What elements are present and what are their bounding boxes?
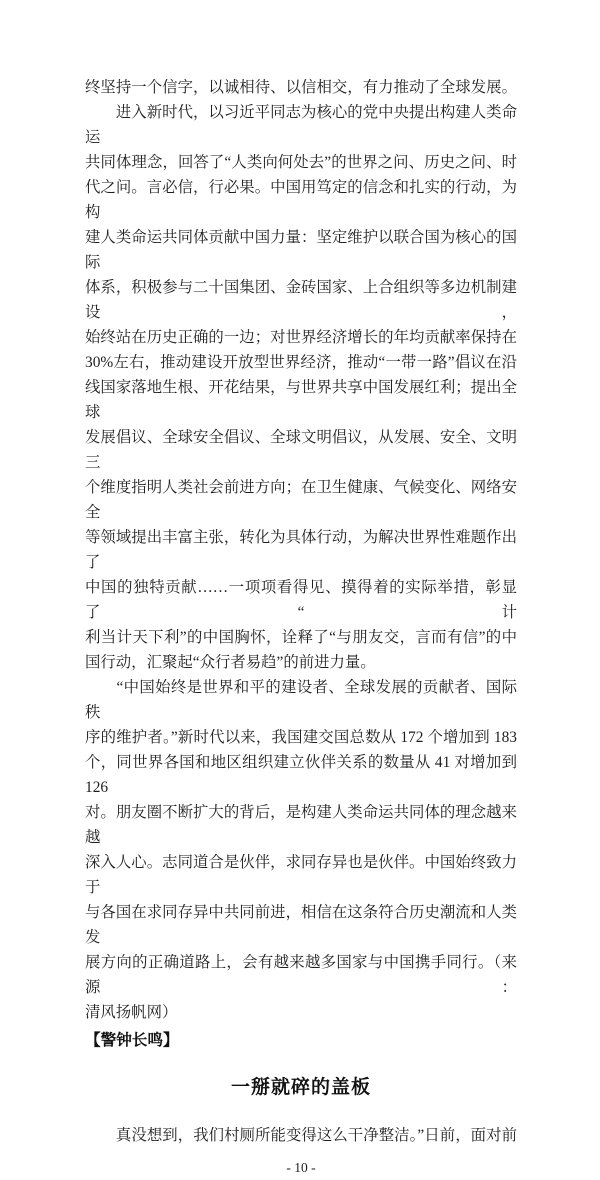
- text-line: 终坚持一个信字，以诚相待、以信相交，有力推动了全球发展。: [85, 79, 517, 96]
- text-line: 发展倡议、全球安全倡议、全球文明倡议，从发展、安全、文明三: [85, 429, 517, 471]
- text-line: 深入人心。志同道合是伙伴，求同存异也是伙伴。中国始终致力于: [85, 854, 517, 896]
- text-line: 清风扬帆网）: [85, 1004, 178, 1021]
- text-line: 真没想到，我们村厕所能变得这么干净整洁。”日前，面对前: [85, 1127, 517, 1144]
- text-line: 国行动，汇聚起“众行者易趋”的前进力量。: [85, 654, 376, 671]
- text-line: 共同体理念，回答了“人类向何处去”的世界之问、历史之问、时: [85, 154, 517, 171]
- article-title: 一掰就碎的盖板: [230, 1077, 371, 1098]
- text-line: 等领域提出丰富主张，转化为具体行动，为解决世界性难题作出了: [85, 529, 517, 571]
- text-line: 个维度指明人类社会前进方向；在卫生健康、气候变化、网络安全: [85, 479, 517, 521]
- document-content: [85, 75, 517, 1148]
- paragraph: [85, 675, 517, 1025]
- text-line: “中国始终是世界和平的建设者、全球发展的贡献者、国际秩: [85, 679, 517, 721]
- text-line: 中国的独特贡献……一项项看得见、摸得着的实际举措，彰显了“计: [85, 579, 517, 621]
- paragraph: [85, 75, 517, 100]
- section-header: 【警钟长鸣】: [85, 1032, 179, 1049]
- text-line: 利当计天下利”的中国胸怀，诠释了“与朋友交，言而有信”的中: [85, 629, 517, 646]
- text-line: 30%左右，推动建设开放型世界经济，推动“一带一路”倡议在沿: [85, 354, 517, 371]
- text-line: 序的维护者。”新时代以来，我国建交国总数从 172 个增加到 183: [85, 729, 517, 746]
- text-line: 始终站在历史正确的一边；对世界经济增长的年均贡献率保持在: [85, 329, 517, 346]
- text-line: 建人类命运共同体贡献中国力量：坚定维护以联合国为核心的国际: [85, 229, 517, 271]
- text-line: 线国家落地生根、开花结果，与世界共享中国发展红利；提出全球: [85, 379, 517, 421]
- paragraph: [85, 100, 517, 675]
- text-line: 个，同世界各国和地区组织建立伙伴关系的数量从 41 对增加到 126: [85, 754, 517, 796]
- text-line: 进入新时代，以习近平同志为核心的党中央提出构建人类命运: [85, 104, 517, 146]
- text-line: 代之问。言必信，行必果。中国用笃定的信念和扎实的行动，为构: [85, 179, 517, 221]
- paragraph: [85, 1123, 517, 1148]
- text-line: 体系，积极参与二十国集团、金砖国家、上合组织等多边机制建设，: [85, 279, 517, 321]
- text-line: 与各国在求同存异中共同前进，相信在这条符合历史潮流和人类发: [85, 904, 517, 946]
- text-line: 展方向的正确道路上，会有越来越多国家与中国携手同行。（来源：: [85, 954, 517, 996]
- text-line: 对。朋友圈不断扩大的背后，是构建人类命运共同体的理念越来越: [85, 804, 517, 846]
- page-number: - 10 -: [286, 1160, 316, 1175]
